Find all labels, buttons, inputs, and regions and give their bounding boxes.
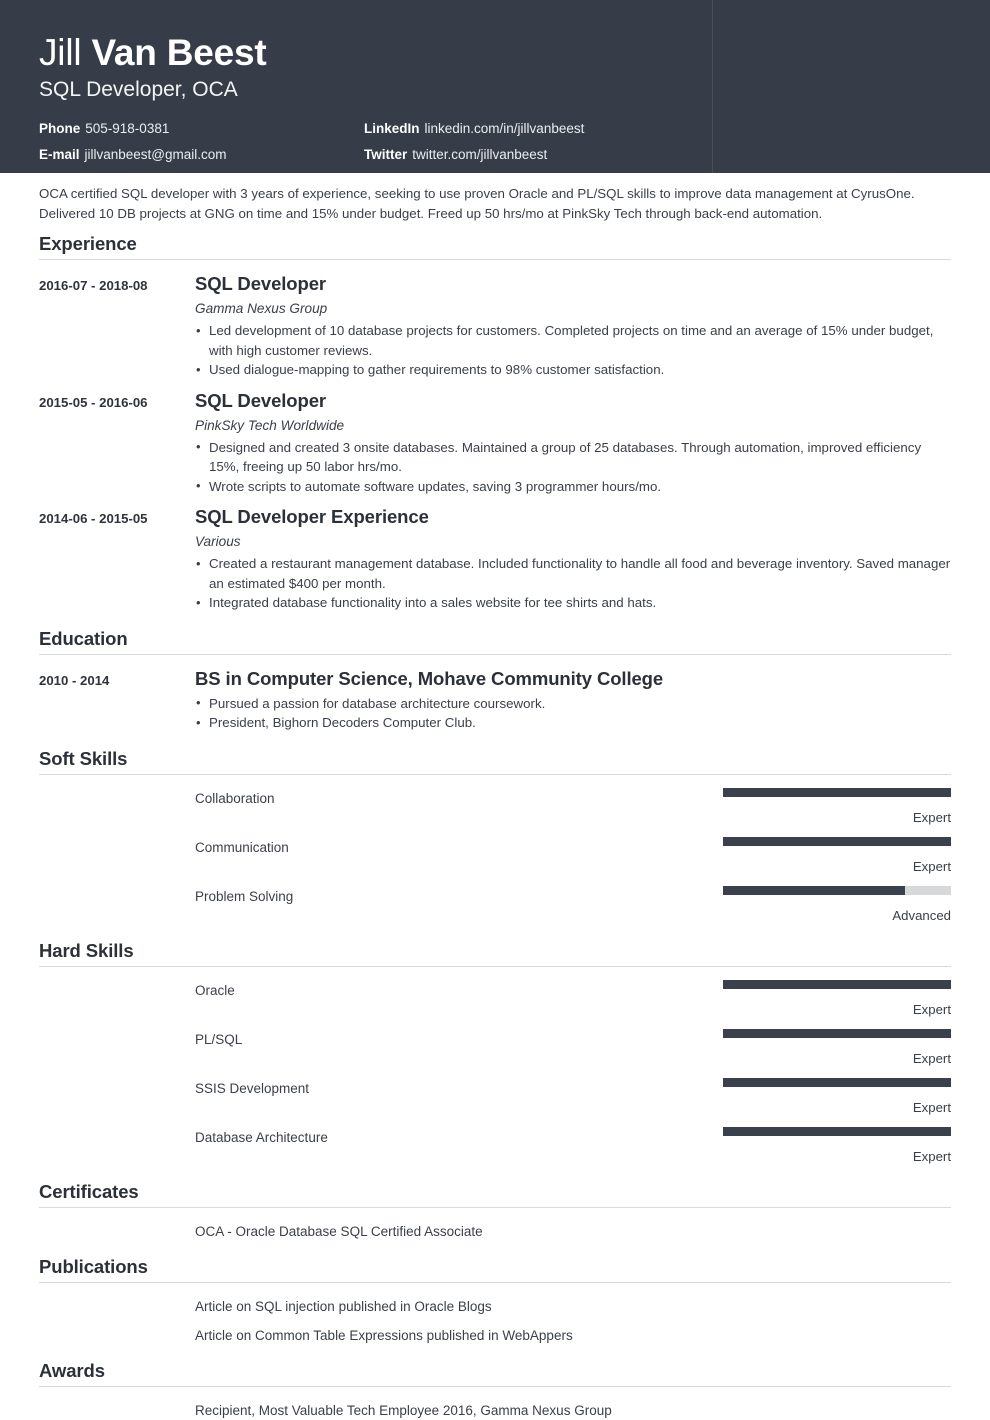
experience-entry-bullets [195, 321, 951, 380]
experience-entry-body [195, 272, 951, 380]
experience-entry-dates-col [39, 389, 195, 411]
soft-skill-row [39, 876, 951, 925]
experience-entry-company: Various [195, 534, 241, 549]
skill-bar-fill [723, 788, 951, 797]
experience-entry-dates: 2015-05 - 2016-06 [39, 394, 148, 410]
soft-skill-name: Problem Solving [195, 888, 294, 904]
soft-skill-meter [723, 788, 951, 827]
experience-entry-bullets [195, 554, 951, 613]
soft-skill-level-label: Advanced [892, 907, 951, 923]
hard-skill-meter [723, 980, 951, 1019]
hard-skill-meter [723, 1078, 951, 1117]
section-rule-education [39, 654, 951, 655]
bullet-item: • President, Bighorn Decoders Computer Club. [195, 713, 951, 733]
hard-skill-row [39, 1068, 951, 1117]
section-rule-publications [39, 1282, 951, 1283]
award-item [39, 1390, 951, 1420]
hard-skill-row [39, 970, 951, 1019]
contact-linkedin-label: LinkedIn [364, 121, 420, 136]
experience-entry-dates-col [39, 272, 195, 294]
contact-phone [39, 120, 364, 137]
skill-bar-track [723, 1078, 951, 1087]
skill-bar-fill [723, 886, 905, 895]
hard-skill-level-label: Expert [912, 1001, 951, 1017]
contact-twitter-label: Twitter [364, 147, 408, 162]
skill-bar-track [723, 837, 951, 846]
skill-bar-fill [723, 837, 951, 846]
skill-bar-fill [723, 1029, 951, 1038]
resume-header [0, 0, 990, 173]
experience-entry-body [195, 389, 951, 497]
skill-bar-track [723, 1029, 951, 1038]
experience-entry-dates: 2016-07 - 2018-08 [39, 278, 148, 293]
experience-entry [39, 380, 951, 497]
professional-summary: OCA certified SQL developer with 3 years of experience, seeking to use proven Oracle and PL/SQL skills to improve data management at CyrusOne. Delivered 10 DB projects at GNG on time and 15% under budget. Freed up 50 hrs/mo at PinkSky Tech through back-end automation. [39, 186, 915, 221]
section-title-certificates: Certificates [39, 1180, 139, 1202]
experience-entry-bullets [195, 438, 951, 497]
bullet-item: • Pursued a passion for database architecture coursework. [195, 694, 951, 714]
hard-skill-level-label: Expert [912, 1050, 951, 1066]
skill-bar-track [723, 886, 951, 895]
experience-entry [39, 263, 951, 380]
contact-twitter [364, 146, 951, 163]
experience-entry-title: SQL Developer Experience [195, 506, 429, 527]
section-title-hard-skills: Hard Skills [39, 939, 134, 961]
soft-skill-meter [723, 886, 951, 925]
hard-skill-name: PL/SQL [195, 1031, 243, 1047]
education-entry-title: BS in Computer Science, Mohave Community College [195, 667, 664, 689]
bullet-item: • Designed and created 3 onsite databases. Maintained a group of 25 databases. Through automation, improved efficiency 15%, freeing up 50 labor hrs/mo. [195, 438, 951, 477]
header-vertical-divider [712, 0, 713, 173]
section-rule-soft-skills [39, 774, 951, 775]
contact-email-value[interactable]: jillvanbeest@gmail.com [84, 147, 227, 162]
education-entry-dates-col [39, 667, 195, 689]
contact-grid [39, 120, 951, 163]
bullet-item: • Integrated database functionality into a sales website for tee shirts and hats. [195, 593, 951, 613]
contact-phone-label: Phone [39, 121, 81, 136]
experience-entry-title: SQL Developer [195, 273, 326, 294]
experience-entry-dates: 2014-06 - 2015-05 [39, 511, 148, 526]
experience-entry-title: SQL Developer [195, 389, 326, 411]
skill-bar-track [723, 1127, 951, 1136]
hard-skill-meter [723, 1029, 951, 1068]
hard-skill-level-label: Expert [912, 1148, 951, 1164]
section-title-soft-skills: Soft Skills [39, 747, 128, 769]
publication-text: Article on Common Table Expressions published in WebAppers [195, 1327, 573, 1343]
section-title-education: Education [39, 627, 128, 649]
skill-bar-fill [723, 1127, 951, 1136]
contact-linkedin [364, 120, 951, 137]
education-entry-dates: 2010 - 2014 [39, 672, 110, 688]
experience-entry-body [195, 505, 951, 613]
hard-skill-name: SSIS Development [195, 1080, 310, 1096]
bullet-item: • Led development of 10 database projects for customers. Completed projects on time and an average of 15% under budget, with high customer reviews. [195, 321, 951, 360]
hard-skill-name: Database Architecture [195, 1129, 328, 1145]
section-certificates [39, 1174, 951, 1249]
soft-skill-row [39, 778, 951, 827]
publication-item [39, 1316, 951, 1345]
bullet-item: • Wrote scripts to automate software updates, saving 3 programmer hours/mo. [195, 477, 951, 497]
experience-entry-company: PinkSky Tech Worldwide [195, 417, 345, 433]
section-title-awards: Awards [39, 1359, 105, 1381]
candidate-first-name: Jill [39, 32, 82, 73]
bullet-item: • Used dialogue-mapping to gather requirements to 98% customer satisfaction. [195, 360, 951, 380]
section-experience [39, 226, 951, 621]
section-rule-experience [39, 259, 951, 260]
candidate-last-name: Van Beest [91, 32, 267, 73]
section-rule-awards [39, 1386, 951, 1387]
hard-skill-meter [723, 1127, 951, 1166]
education-entry [39, 658, 951, 733]
hard-skill-row [39, 1117, 951, 1166]
soft-skill-name: Collaboration [195, 790, 275, 806]
experience-entry-company: Gamma Nexus Group [195, 301, 328, 316]
skill-bar-track [723, 980, 951, 989]
contact-phone-value[interactable]: 505-918-0381 [85, 121, 170, 136]
skill-bar-fill [723, 980, 951, 989]
education-entry-bullets [195, 694, 951, 733]
section-awards [39, 1353, 951, 1420]
soft-skill-meter [723, 837, 951, 876]
publication-item [39, 1286, 951, 1316]
candidate-name [39, 30, 951, 75]
contact-email-label: E-mail [39, 147, 80, 162]
award-text: Recipient, Most Valuable Tech Employee 2016, Gamma Nexus Group [195, 1402, 612, 1418]
hard-skill-level-label: Expert [912, 1099, 951, 1115]
publication-text: Article on SQL injection published in Oracle Blogs [195, 1298, 492, 1314]
candidate-job-title: SQL Developer, OCA [39, 78, 238, 101]
hard-skill-name: Oracle [195, 982, 235, 998]
experience-entry-dates-col [39, 505, 195, 527]
soft-skill-row [39, 827, 951, 876]
hard-skill-row [39, 1019, 951, 1068]
section-title-publications: Publications [39, 1255, 148, 1277]
resume-content [0, 173, 990, 1420]
education-entry-body [195, 667, 951, 733]
section-rule-hard-skills [39, 966, 951, 967]
certificate-item [39, 1211, 951, 1241]
certificate-text: OCA - Oracle Database SQL Certified Associate [195, 1223, 483, 1239]
skill-bar-fill [723, 1078, 951, 1087]
experience-entry [39, 496, 951, 613]
section-title-experience: Experience [39, 233, 137, 254]
contact-linkedin-value[interactable]: linkedin.com/in/jillvanbeest [424, 121, 585, 136]
section-publications [39, 1249, 951, 1353]
contact-twitter-value[interactable]: twitter.com/jillvanbeest [412, 147, 548, 162]
section-rule-certificates [39, 1207, 951, 1208]
section-hard-skills [39, 933, 951, 1174]
soft-skill-name: Communication [195, 839, 289, 855]
soft-skill-level-label: Expert [912, 858, 951, 874]
contact-email [39, 146, 364, 163]
bullet-item: • Created a restaurant management database. Included functionality to handle all food and beverage inventory. Saved manager an estimated $400 per month. [195, 554, 951, 593]
section-education [39, 621, 951, 741]
skill-bar-track [723, 788, 951, 797]
soft-skill-level-label: Expert [912, 809, 951, 825]
section-soft-skills [39, 741, 951, 933]
